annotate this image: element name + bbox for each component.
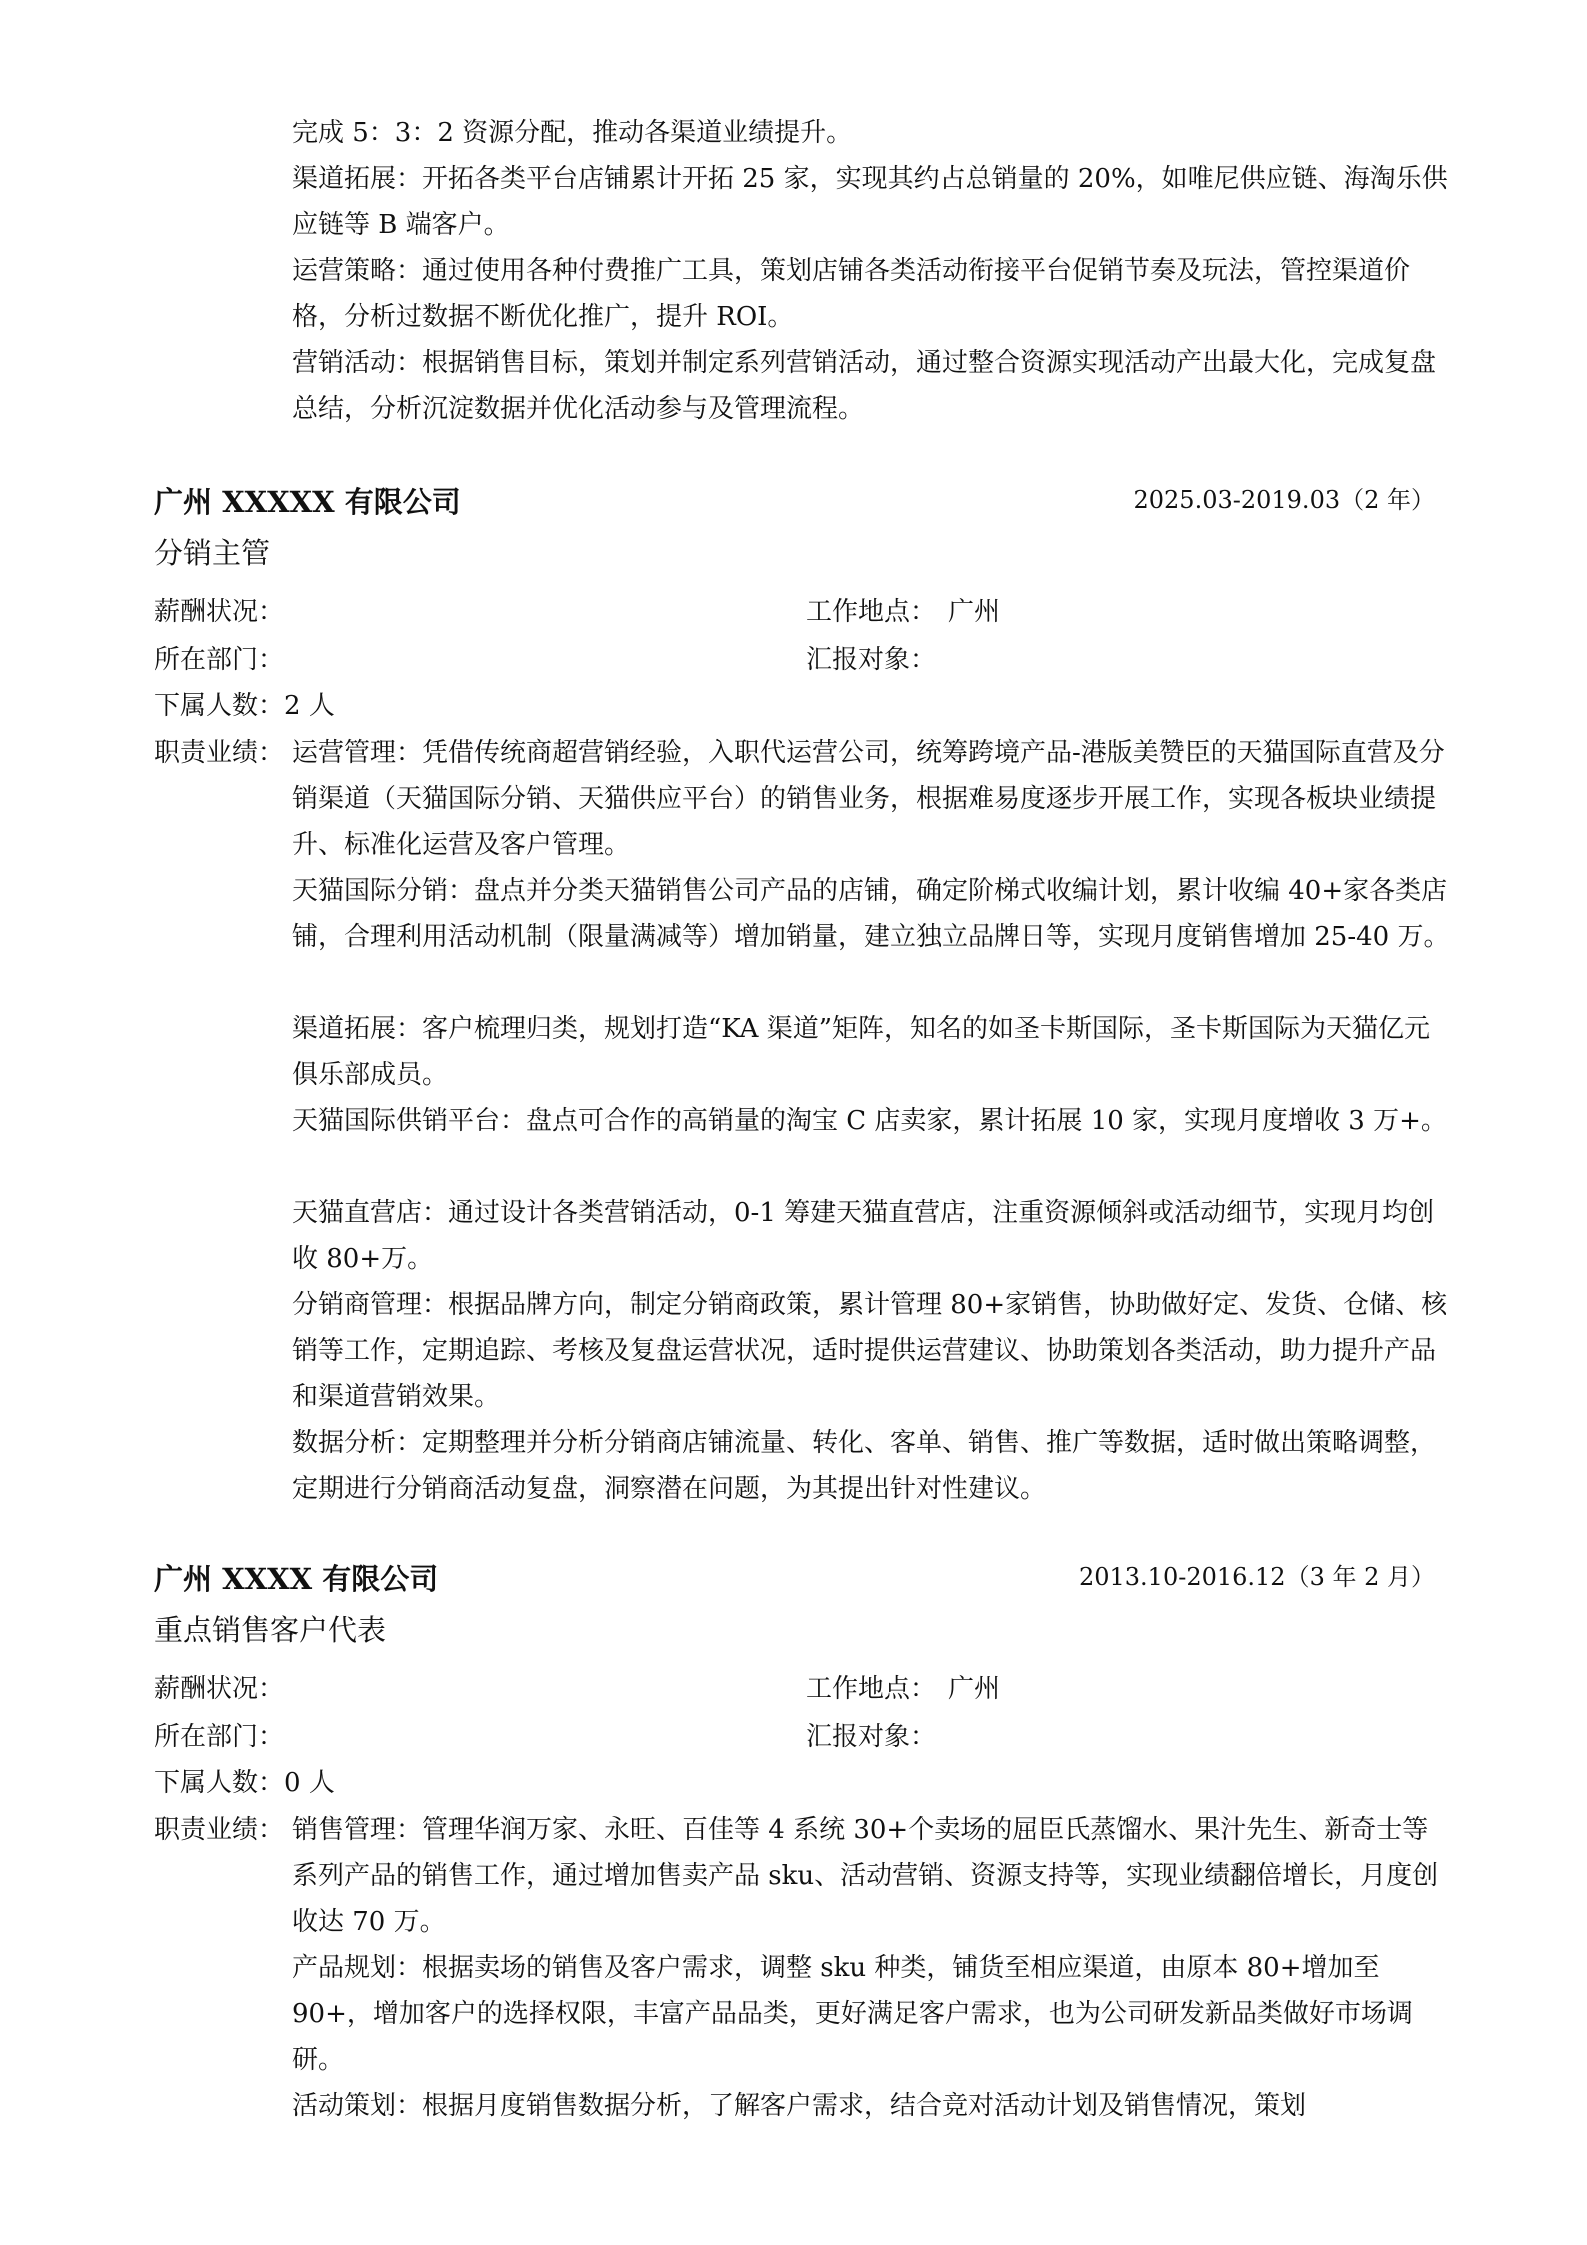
duty-paragraph: 分销商管理：根据品牌方向，制定分销商政策，累计管理 80+家销售，协助做好定、发货、仓储、核销等工作，定期追踪、考核及复盘运营状况，适时提供运营建议、协助策划各类活动，助力提升产品和渠道营销效果。 <box>292 1290 1448 1412</box>
employment-period: 2013.10-2016.12（3 年 2 月） <box>1078 1563 1435 1591</box>
subordinates-field <box>154 686 335 726</box>
duty-paragraph: 天猫直营店：通过设计各类营销活动，0-1 筹建天猫直营店，注重资源倾斜或活动细节，实现月均创收 80+万。 <box>292 1198 1435 1274</box>
continuation-paragraph: 营销活动：根据销售目标，策划并制定系列营销活动，通过整合资源实现活动产出最大化，完成复盘总结，分析沉淀数据并优化活动参与及管理流程。 <box>292 348 1437 424</box>
company-name: 广州 XXXXX 有限公司 <box>154 485 461 519</box>
location-field <box>806 1669 1000 1709</box>
department-field <box>154 1717 284 1757</box>
duty-paragraph: 数据分析：定期整理并分析分销商店铺流量、转化、客单、销售、推广等数据，适时做出策略调整，定期进行分销商活动复盘，洞察潜在问题，为其提出针对性建议。 <box>292 1428 1437 1504</box>
job-title: 分销主管 <box>154 536 271 570</box>
subordinates-value: 0 人 <box>284 1768 335 1798</box>
location-value: 广州 <box>948 1674 1001 1704</box>
subordinates-field <box>154 1763 335 1803</box>
location-field <box>806 592 1000 632</box>
subordinates-value: 2 人 <box>284 691 335 721</box>
duty-paragraph: 产品规划：根据卖场的销售及客户需求，调整 sku 种类，铺货至相应渠道，由原本 80+增加至 90+，增加客户的选择权限，丰富产品品类，更好满足客户需求，也为公司研发新品类做好市场调研。 <box>292 1953 1413 2075</box>
salary-field <box>154 592 284 632</box>
salary-field <box>154 1669 284 1709</box>
location-label: 工作地点： <box>806 597 937 627</box>
report-field <box>806 640 936 680</box>
duties-label: 职责业绩： <box>154 1815 285 1845</box>
report-label: 汇报对象： <box>806 645 937 675</box>
duty-paragraph: 天猫国际供销平台：盘点可合作的高销量的淘宝 C 店卖家，累计拓展 10 家，实现月度增收 3 万+。 <box>292 1106 1447 1136</box>
salary-label: 薪酬状况： <box>154 597 285 627</box>
duty-paragraph: 活动策划：根据月度销售数据分析，了解客户需求，结合竞对活动计划及销售情况，策划 <box>292 2091 1307 2121</box>
report-label: 汇报对象： <box>806 1722 937 1752</box>
company-name: 广州 XXXX 有限公司 <box>154 1562 439 1596</box>
location-label: 工作地点： <box>806 1674 937 1704</box>
duty-paragraph: 天猫国际分销：盘点并分类天猫销售公司产品的店铺，确定阶梯式收编计划，累计收编 40+家各类店铺，合理利用活动机制（限量满减等）增加销量，建立独立品牌日等，实现月度销售增加 25-40 万。 <box>292 876 1450 952</box>
subordinates-label: 下属人数： <box>154 1768 285 1798</box>
duty-paragraph: 渠道拓展：客户梳理归类，规划打造“KA 渠道”矩阵，知名的如圣卡斯国际，圣卡斯国际为天猫亿元俱乐部成员。 <box>292 1014 1430 1090</box>
department-label: 所在部门： <box>154 1722 285 1752</box>
duties-label: 职责业绩： <box>154 738 285 768</box>
duty-paragraph: 销售管理：管理华润万家、永旺、百佳等 4 系统 30+个卖场的屈臣氏蒸馏水、果汁先生、新奇士等系列产品的销售工作，通过增加售卖产品 sku、活动营销、资源支持等，实现业绩翻倍增长，月度创收达 70 万。 <box>292 1815 1439 1937</box>
salary-label: 薪酬状况： <box>154 1674 285 1704</box>
subordinates-label: 下属人数： <box>154 691 285 721</box>
job-title: 重点销售客户代表 <box>154 1613 387 1647</box>
department-field <box>154 640 284 680</box>
continuation-paragraph: 完成 5：3：2 资源分配，推动各渠道业绩提升。 <box>292 118 853 148</box>
department-label: 所在部门： <box>154 645 285 675</box>
duty-paragraph: 运营管理：凭借传统商超营销经验，入职代运营公司，统筹跨境产品-港版美赞臣的天猫国际直营及分销渠道（天猫国际分销、天猫供应平台）的销售业务，根据难易度逐步开展工作，实现各板块业绩提升、标准化运营及客户管理。 <box>292 738 1445 860</box>
employment-period: 2025.03-2019.03（2 年） <box>1133 486 1435 514</box>
continuation-paragraph: 运营策略：通过使用各种付费推广工具，策划店铺各类活动衔接平台促销节奏及玩法，管控渠道价格，分析过数据不断优化推广，提升 ROI。 <box>292 256 1411 332</box>
continuation-paragraph: 渠道拓展：开拓各类平台店铺累计开拓 25 家，实现其约占总销量的 20%，如唯尼供应链、海淘乐供应链等 B 端客户。 <box>292 164 1448 240</box>
report-field <box>806 1717 936 1757</box>
location-value: 广州 <box>948 597 1001 627</box>
